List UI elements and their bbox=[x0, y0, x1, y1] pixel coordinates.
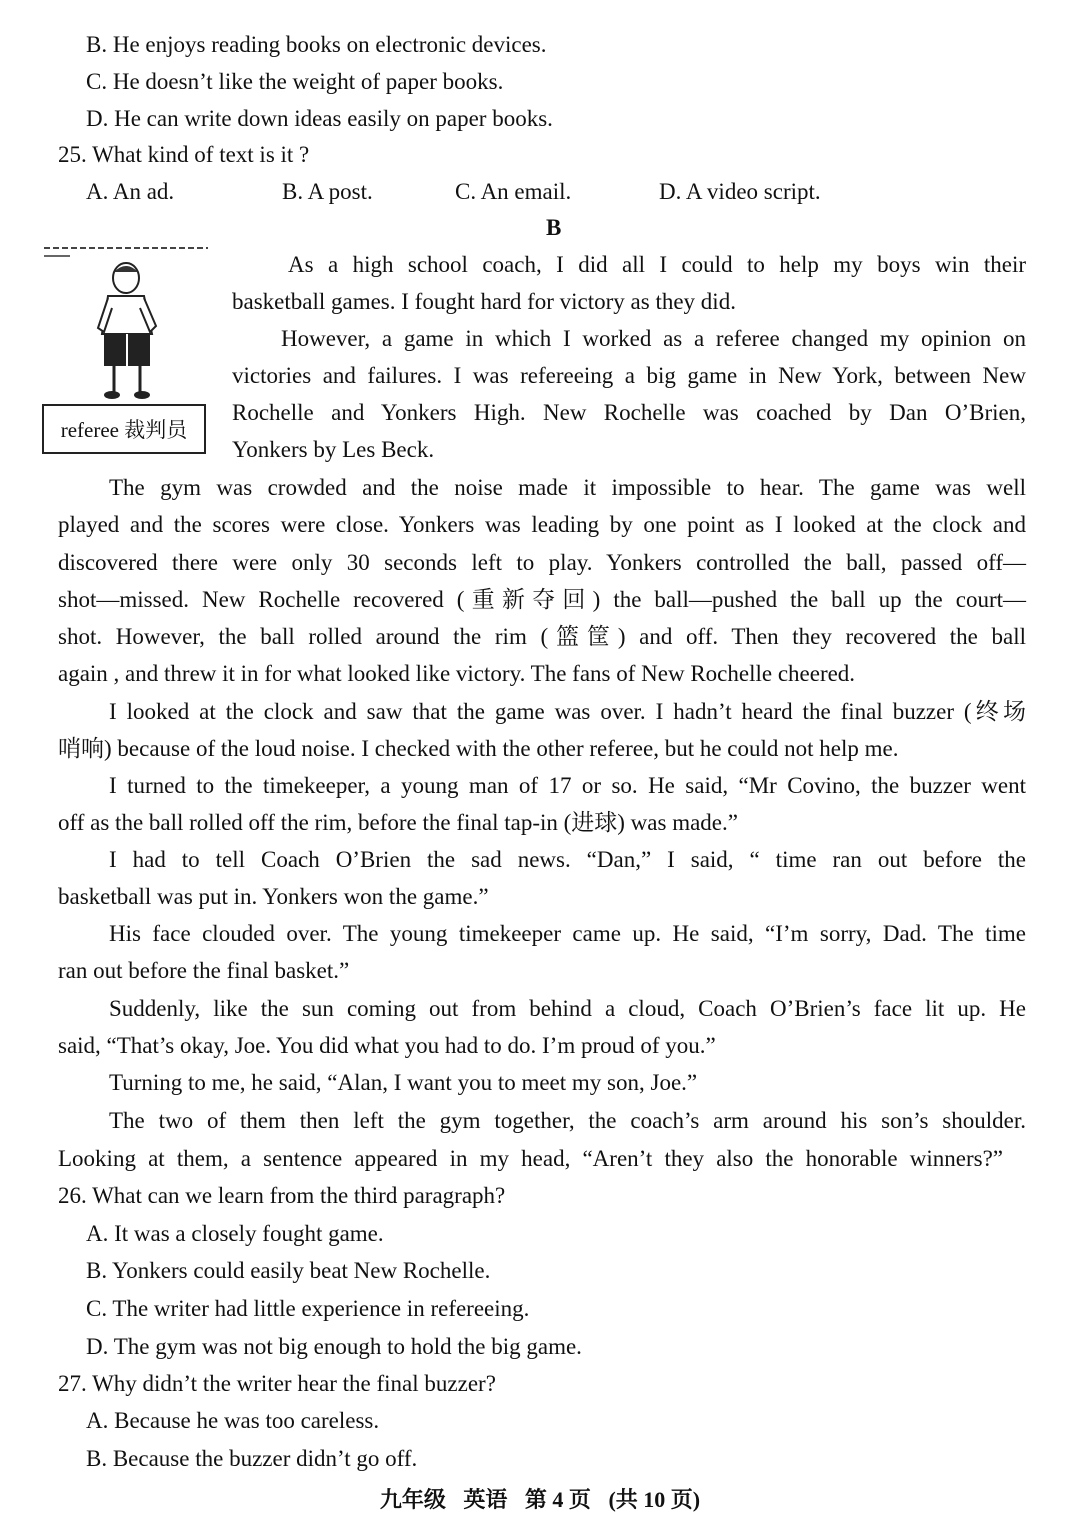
passage-line: shot. However, the ball rolled around the rim (篮筐) and off. Then they recovered the ball bbox=[58, 624, 1026, 649]
q24-option-d: D. He can write down ideas easily on paper books. bbox=[86, 106, 553, 131]
passage-line: Suddenly, like the sun coming out from behind a cloud, Coach O’Brien’s face lit up. He bbox=[109, 996, 1026, 1021]
figure-caption: referee 裁判员 bbox=[42, 404, 206, 454]
passage-line: basketball games. I fought hard for victory as they did. bbox=[232, 289, 736, 314]
q25-option-c: C. An email. bbox=[455, 179, 572, 204]
q26-question: 26. What can we learn from the third paragraph? bbox=[58, 1183, 506, 1208]
passage-line: discovered there were only 30 seconds left to play. Yonkers controlled the ball, passed off— bbox=[58, 550, 1026, 575]
q26-option-c: C. The writer had little experience in refereeing. bbox=[86, 1296, 530, 1321]
q27-option-b: B. Because the buzzer didn’t go off. bbox=[86, 1446, 418, 1471]
passage-line: shot—missed. New Rochelle recovered (重新夺回) the ball—pushed the ball up the court— bbox=[58, 587, 1026, 612]
q24-option-b: B. He enjoys reading books on electronic devices. bbox=[86, 32, 547, 57]
passage-line: I had to tell Coach O’Brien the sad news. “Dan,” I said, “ time ran out before the bbox=[109, 847, 1026, 872]
passage-line: I looked at the clock and saw that the game was over. I hadn’t heard the final buzzer (终场 bbox=[109, 699, 1026, 724]
passage-line: basketball was put in. Yonkers won the game.” bbox=[58, 884, 489, 909]
footer-page: 第 4 页 bbox=[524, 1487, 591, 1512]
passage-line: 哨响) because of the loud noise. I checked with the other referee, but he could not help me. bbox=[58, 736, 899, 761]
passage-line: said, “That’s okay, Joe. You did what you had to do. I’m proud of you.” bbox=[58, 1033, 716, 1058]
passage-line: victories and failures. I was refereeing a big game in New York, between New bbox=[232, 363, 1026, 388]
passage-line: Turning to me, he said, “Alan, I want you to meet my son, Joe.” bbox=[109, 1070, 698, 1095]
passage-line: off as the ball rolled off the rim, before the final tap-in (进球) was made.” bbox=[58, 810, 738, 835]
passage-line: The two of them then left the gym together, the coach’s arm around his son’s shoulder. bbox=[109, 1108, 1026, 1133]
q26-option-a: A. It was a closely fought game. bbox=[86, 1221, 384, 1246]
passage-line: However, a game in which I worked as a referee changed my opinion on bbox=[281, 326, 1026, 351]
page-footer bbox=[0, 1483, 1080, 1514]
q25-question: 25. What kind of text is it ? bbox=[58, 142, 310, 167]
passage-line: played and the scores were close. Yonkers was leading by one point as I looked at the clock and bbox=[58, 512, 1026, 537]
footer-subject: 英语 bbox=[463, 1487, 508, 1512]
passage-line: As a high school coach, I did all I could to help my boys win their bbox=[288, 252, 1026, 277]
q27-question: 27. Why didn’t the writer hear the final buzzer? bbox=[58, 1371, 496, 1396]
q27-option-a: A. Because he was too careless. bbox=[86, 1408, 380, 1433]
passage-line: Rochelle and Yonkers High. New Rochelle was coached by Dan O’Brien, bbox=[232, 400, 1026, 425]
passage-line: ran out before the final basket.” bbox=[58, 958, 350, 983]
q24-option-c: C. He doesn’t like the weight of paper books. bbox=[86, 69, 504, 94]
footer-grade: 九年级 bbox=[379, 1487, 446, 1512]
q25-option-a: A. An ad. bbox=[86, 179, 175, 204]
passage-line: I turned to the timekeeper, a young man of 17 or so. He said, “Mr Covino, the buzzer went bbox=[109, 773, 1026, 798]
passage-line: Yonkers by Les Beck. bbox=[232, 437, 435, 462]
passage-line: The gym was crowded and the noise made it impossible to hear. The game was well bbox=[109, 475, 1026, 500]
q25-option-d: D. A video script. bbox=[659, 179, 821, 204]
section-heading: B bbox=[546, 215, 562, 240]
q26-option-d: D. The gym was not big enough to hold the big game. bbox=[86, 1334, 582, 1359]
q26-option-b: B. Yonkers could easily beat New Rochelle. bbox=[86, 1258, 491, 1283]
footer-total: (共 10 页) bbox=[608, 1487, 701, 1512]
passage-line: again , and threw it in for what looked like victory. The fans of New Rochelle cheered. bbox=[58, 661, 856, 686]
passage-line: His face clouded over. The young timekeeper came up. He said, “I’m sorry, Dad. The time bbox=[109, 921, 1026, 946]
passage-line: Looking at them, a sentence appeared in my head, “Aren’t they also the honorable winners?” bbox=[58, 1146, 1003, 1171]
q25-option-b: B. A post. bbox=[282, 179, 373, 204]
